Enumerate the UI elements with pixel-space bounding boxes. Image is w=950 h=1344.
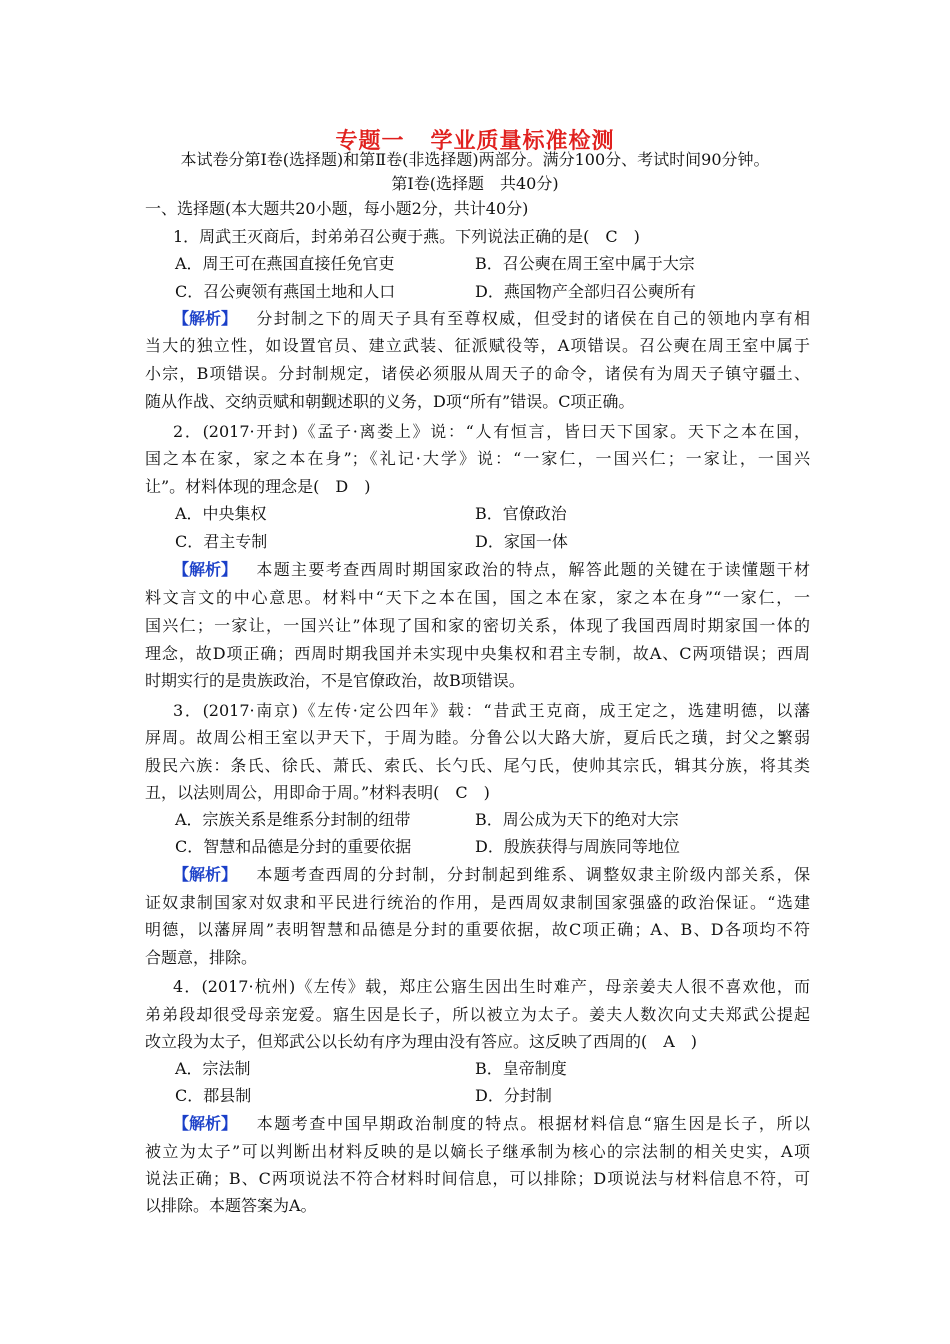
question-2-stem: 让”。材料体现的理念是( D ) — [145, 477, 371, 496]
analysis-label: 【解析】 — [173, 865, 238, 884]
q2-analysis-line: 料文言文的中心意思。材料中“天下之本在国，国之本在家，家之本在身”“一家仁，一 — [145, 588, 810, 607]
q2-analysis-line: 时期实行的是贵族政治，不是官僚政治，故B项错误。 — [145, 671, 525, 690]
analysis-text: 分封制之下的周天子具有至尊权威，但受封的诸侯在自己的领地内享有相 — [255, 309, 810, 328]
section-heading: 一、选择题(本大题共20小题，每小题2分，共计40分) — [145, 199, 529, 218]
q4-option-d: D．分封制 — [475, 1086, 552, 1105]
analysis-label: 【解析】 — [173, 309, 238, 328]
question-3-stem: 3．(2017·南京)《左传·定公四年》载：“昔武王克商，成王定之，选建明德，以藩 — [173, 701, 810, 720]
title-part1: 专题一 — [335, 129, 405, 154]
q2-analysis-line: 国兴仁；一家让，一国兴让”体现了国和家的密切关系，体现了我国西周时期家国一体的 — [145, 616, 810, 635]
q4-analysis-line: 以排除。本题答案为A。 — [145, 1196, 317, 1215]
analysis-text: 本题主要考查西周时期国家政治的特点，解答此题的关键在于读懂题干材 — [255, 560, 810, 579]
analysis-text: 本题考查中国早期政治制度的特点。根据材料信息“寤生因是长子，所以 — [255, 1114, 810, 1133]
q4-analysis-line: 被立为太子”可以判断出材料反映的是以嫡长子继承制为核心的宗法制的相关史实，A项 — [145, 1142, 810, 1161]
analysis-label: 【解析】 — [173, 1114, 238, 1133]
exam-intro: 本试卷分第Ⅰ卷(选择题)和第Ⅱ卷(非选择题)两部分。满分100分、考试时间90分钟。 — [180, 150, 770, 169]
q4-option-c: C．郡县制 — [175, 1086, 252, 1105]
question-4-stem: 4．(2017·杭州)《左传》载，郑庄公寤生因出生时难产，母亲姜夫人很不喜欢他，而 — [173, 977, 810, 996]
question-2-stem: 2．(2017·开封)《孟子·离娄上》说：“人有恒言，皆曰天下国家。天下之本在国， — [173, 422, 810, 441]
q1-option-b: B．召公奭在周王室中属于大宗 — [475, 254, 695, 273]
title-part2: 学业质量标准检测 — [430, 129, 615, 154]
q4-analysis-line: 说法正确；B、C两项说法不符合材料时间信息，可以排除；D项说法与材料信息不符，可 — [145, 1169, 810, 1188]
q3-analysis-line: 明德，以藩屏周”表明智慧和品德是分封的重要依据，故C项正确；A、B、D各项均不符 — [145, 920, 810, 939]
q1-analysis-line: 当大的独立性，如设置官员、建立武装、征派赋役等，A项错误。召公奭在周王室中属于 — [145, 336, 810, 355]
analysis-text: 本题考查西周的分封制，分封制起到维系、调整奴隶主阶级内部关系，保 — [255, 865, 810, 884]
q2-option-a: A．中央集权 — [175, 504, 267, 523]
q3-analysis-line — [173, 865, 810, 885]
q4-option-b: B．皇帝制度 — [475, 1059, 567, 1078]
volume-heading: 第Ⅰ卷(选择题 共40分) — [391, 174, 559, 193]
q2-option-b: B．官僚政治 — [475, 504, 567, 523]
question-4-stem: 改立段为太子，但郑武公以长幼有序为理由没有答应。这反映了西周的( A ) — [145, 1032, 698, 1051]
question-4-stem: 弟弟段却很受母亲宠爱。寤生因是长子，所以被立为太子。姜夫人数次向丈夫郑武公提起 — [145, 1005, 810, 1024]
q1-option-d: D．燕国物产全部归召公奭所有 — [475, 282, 696, 301]
q3-analysis-line: 证奴隶制国家对奴隶和平民进行统治的作用，是西周奴隶制国家强盛的政治保证。“选建 — [145, 893, 810, 912]
question-3-stem: 殷民六族：条氏、徐氏、萧氏、索氏、长勺氏、尾勺氏，使帅其宗氏，辑其分族，将其类 — [145, 756, 810, 775]
question-2-stem: 国之本在家，家之本在身”；《礼记·大学》说：“一家仁，一国兴仁；一家让，一国兴 — [145, 449, 810, 468]
q4-analysis-line — [173, 1114, 810, 1134]
q2-analysis-line: 理念，故D项正确；西周时期我国并未实现中央集权和君主专制，故A、C两项错误；西周 — [145, 644, 810, 663]
q2-analysis-line — [173, 560, 810, 580]
question-3-stem: 丑，以法则周公，用即命于周。”材料表明( C ) — [145, 783, 490, 802]
q3-analysis-line: 合题意，排除。 — [145, 948, 258, 967]
question-1-stem: 1．周武王灭商后，封弟弟召公奭于燕。下列说法正确的是( C ) — [173, 227, 640, 246]
q2-option-c: C．君主专制 — [175, 532, 268, 551]
question-3-stem: 屏周。故周公相王室以尹天下，于周为睦。分鲁公以大路大旂，夏后氏之璜，封父之繁弱 — [145, 728, 810, 747]
q3-option-a: A．宗族关系是维系分封制的纽带 — [175, 810, 411, 829]
q1-analysis-line — [173, 309, 810, 329]
q1-analysis-line: 小宗，B项错误。分封制规定，诸侯必须服从周天子的命令，诸侯有为周天子镇守疆土、 — [145, 364, 810, 383]
q1-option-a: A．周王可在燕国直接任免官吏 — [175, 254, 395, 273]
q3-option-c: C．智慧和品德是分封的重要依据 — [175, 837, 412, 856]
q3-option-d: D．殷族获得与周族同等地位 — [475, 837, 680, 856]
analysis-label: 【解析】 — [173, 560, 238, 579]
q1-option-c: C．召公奭领有燕国土地和人口 — [175, 282, 396, 301]
q1-analysis-line: 随从作战、交纳贡赋和朝觐述职的义务，D项“所有”错误。C项正确。 — [145, 392, 635, 411]
q3-option-b: B．周公成为天下的绝对大宗 — [475, 810, 679, 829]
q4-option-a: A．宗法制 — [175, 1059, 251, 1078]
q2-option-d: D．家国一体 — [475, 532, 568, 551]
